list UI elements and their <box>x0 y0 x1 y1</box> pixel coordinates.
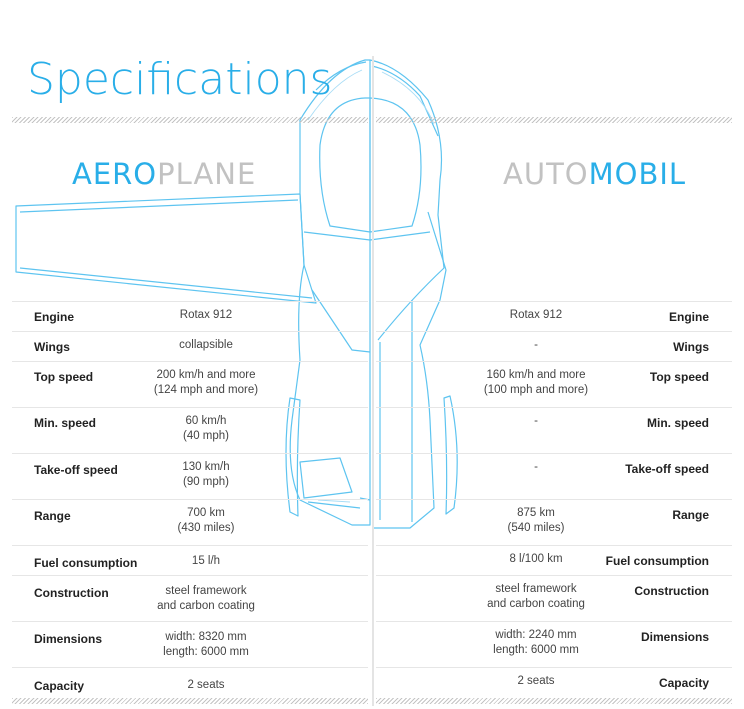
row-separator <box>376 361 732 362</box>
row-separator <box>12 621 368 622</box>
aero-label-engine: Engine <box>34 310 75 324</box>
auto-label-engine: Engine <box>668 310 709 324</box>
aeroplane-heading <box>72 157 256 191</box>
row-separator <box>12 407 368 408</box>
auto-value-engine: Rotax 912 <box>509 309 563 321</box>
aero-value-take-off-speed: 130 km/h (90 mph) <box>182 461 230 488</box>
header-rule-left <box>12 117 368 123</box>
aeroplane-heading-part1: AERO <box>72 157 158 191</box>
row-separator <box>376 301 732 302</box>
auto-label-construction: Construction <box>634 584 709 598</box>
aero-label-wings: Wings <box>34 340 70 354</box>
aero-label-range: Range <box>34 509 71 523</box>
row-separator <box>376 621 732 622</box>
auto-value-wings: - <box>534 339 538 351</box>
auto-label-range: Range <box>672 508 709 522</box>
auto-value-dimensions: width: 2240 mm length: 6000 mm <box>493 629 579 656</box>
aero-value-capacity: 2 seats <box>187 679 225 691</box>
auto-label-capacity: Capacity <box>658 676 709 690</box>
auto-label-take-off-speed: Take-off speed <box>625 462 709 476</box>
aero-value-top-speed: 200 km/h and more (124 mph and more) <box>153 369 259 396</box>
aero-label-construction: Construction <box>34 586 109 600</box>
row-separator <box>12 453 368 454</box>
auto-value-min-speed: - <box>534 415 538 427</box>
row-separator <box>12 545 368 546</box>
row-separator <box>12 331 368 332</box>
auto-value-construction: steel framework and carbon coating <box>487 583 585 610</box>
auto-label-top-speed: Top speed <box>649 370 709 384</box>
row-separator <box>12 361 368 362</box>
automobil-heading <box>503 157 686 191</box>
aero-value-dimensions: width: 8320 mm length: 6000 mm <box>163 631 249 658</box>
automobil-heading-part1: AUTO <box>503 157 589 191</box>
auto-value-top-speed: 160 km/h and more (100 mph and more) <box>483 369 589 396</box>
column-divider <box>372 56 374 706</box>
auto-label-dimensions: Dimensions <box>640 630 709 644</box>
aero-label-fuel-consumption: Fuel consumption <box>34 556 138 570</box>
row-separator <box>376 499 732 500</box>
auto-label-min-speed: Min. speed <box>646 416 709 430</box>
aero-value-engine: Rotax 912 <box>179 309 233 321</box>
row-separator <box>376 545 732 546</box>
aero-value-min-speed: 60 km/h (40 mph) <box>182 415 230 442</box>
auto-label-wings: Wings <box>673 340 709 354</box>
aero-value-range: 700 km (430 miles) <box>177 507 235 534</box>
row-separator <box>12 301 368 302</box>
row-separator <box>12 499 368 500</box>
row-separator <box>376 453 732 454</box>
auto-value-take-off-speed: - <box>534 461 538 473</box>
row-separator <box>376 407 732 408</box>
aero-value-fuel-consumption: 15 l/h <box>191 555 221 567</box>
aero-label-capacity: Capacity <box>34 679 85 693</box>
aero-label-dimensions: Dimensions <box>34 632 103 646</box>
aero-label-take-off-speed: Take-off speed <box>34 463 118 477</box>
auto-value-capacity: 2 seats <box>517 675 555 687</box>
aero-label-min-speed: Min. speed <box>34 416 97 430</box>
aeroplane-heading-part2: PLANE <box>157 157 257 191</box>
row-separator <box>376 575 732 576</box>
aero-value-construction: steel framework and carbon coating <box>157 585 255 612</box>
header-rule-right <box>376 117 732 123</box>
footer-rule-left <box>12 698 368 704</box>
auto-label-fuel-consumption: Fuel consumption <box>605 554 709 568</box>
footer-rule-right <box>376 698 732 704</box>
row-separator <box>376 331 732 332</box>
row-separator <box>12 575 368 576</box>
automobil-heading-part2: MOBIL <box>588 157 687 191</box>
auto-value-fuel-consumption: 8 l/100 km <box>509 553 563 565</box>
auto-value-range: 875 km (540 miles) <box>507 507 565 534</box>
page-title: Specifications <box>27 54 333 105</box>
aero-value-wings: collapsible <box>179 339 233 351</box>
aero-label-top-speed: Top speed <box>34 370 94 384</box>
row-separator <box>376 667 732 668</box>
row-separator <box>12 667 368 668</box>
